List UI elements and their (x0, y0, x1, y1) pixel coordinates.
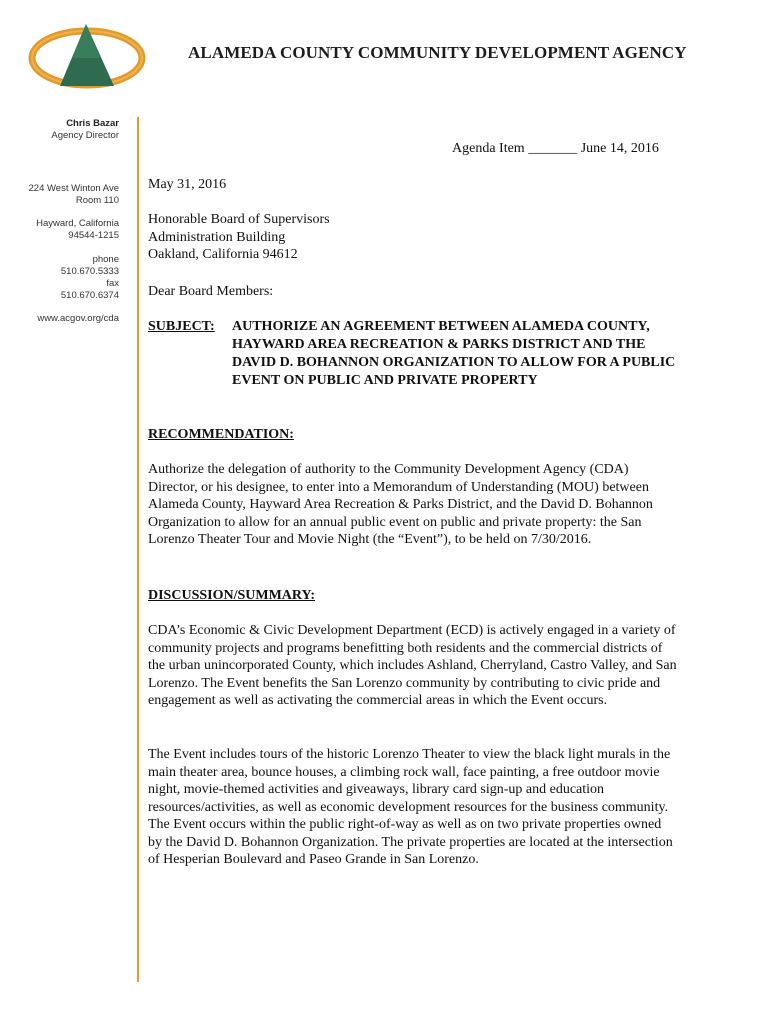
agency-logo-icon (28, 20, 146, 92)
sidebar-contact (0, 118, 119, 325)
discussion-heading: DISCUSSION/SUMMARY: (148, 588, 316, 603)
agenda-line: Agenda Item _______ June 14, 2016 (452, 141, 659, 156)
director-role: Agency Director (51, 130, 119, 141)
website-link[interactable]: www.acgov.org/cda (37, 313, 119, 324)
fax-label: fax (106, 278, 119, 289)
addressee-line-3: Oakland, California 94612 (148, 247, 298, 262)
address-line-2: Room 110 (75, 195, 119, 206)
address-city: Hayward, California (36, 218, 119, 229)
sidebar-divider (137, 117, 139, 982)
address-line-1: 224 West Winton Ave (28, 183, 119, 194)
agency-logo (28, 20, 146, 92)
fax-number: 510.670.6374 (60, 290, 119, 301)
discussion-paragraph-2: The Event includes tours of the historic Lorenzo Theater to view the black light murals in the main theater area, bounce houses, a climbing rock wall, face painting, a free outdoor movie night, movie-themed activities and giveaways, library card sign-up and education resources/activities, as well as economic development resources for the business community. The Event occurs within the public right-of-way as well as on two private properties owned by the David D. Bohannon Organization. The private properties are located at the intersection of Hesperian Boulevard and Paseo Grande in San Lorenzo. (148, 747, 673, 867)
recommendation-text: Authorize the delegation of authority to the Community Development Agency (CDA) Director, or his designee, to enter into a Memorandum of Understanding (MOU) between Alameda County, Hayward Area Recreation & Parks District, and the David D. Bohannon Organization to allow for an annual public event on public and private property: the San Lorenzo Theater Tour and Movie Night (the “Event”), to be held on 7/30/2016. (148, 462, 653, 547)
address-zip: 94544-1215 (68, 230, 119, 241)
phone-label: phone (92, 254, 119, 265)
letter-date: May 31, 2016 (148, 177, 227, 192)
addressee-line-1: Honorable Board of Supervisors (148, 212, 330, 227)
phone-number: 510.670.5333 (60, 266, 119, 277)
subject-text: AUTHORIZE AN AGREEMENT BETWEEN ALAMEDA COUNTY, HAYWARD AREA RECREATION & PARKS DISTRICT AND THE DAVID D. BOHANNON ORGANIZATION TO ALLOW FOR A PUBLIC EVENT ON PUBLIC AND PRIVATE PROPERTY (232, 319, 676, 388)
recommendation-heading: RECOMMENDATION: (148, 427, 294, 442)
salutation: Dear Board Members: (148, 284, 274, 299)
agency-title: ALAMEDA COUNTY COMMUNITY DEVELOPMENT AGENCY (188, 43, 687, 62)
director-name: Chris Bazar (66, 118, 119, 129)
addressee-line-2: Administration Building (148, 230, 286, 245)
subject-label: SUBJECT: (148, 319, 215, 334)
discussion-paragraph-1: CDA’s Economic & Civic Development Department (ECD) is actively engaged in a variety of community projects and programs benefitting both residents and the commercial districts of the urban unincorporated County, which includes Ashland, Cherryland, Castro Valley, and San Lorenzo. The Event benefits the San Lorenzo community by contributing to civic pride and engagement as well as activating the commercial areas in which the Event occurs. (148, 623, 677, 708)
